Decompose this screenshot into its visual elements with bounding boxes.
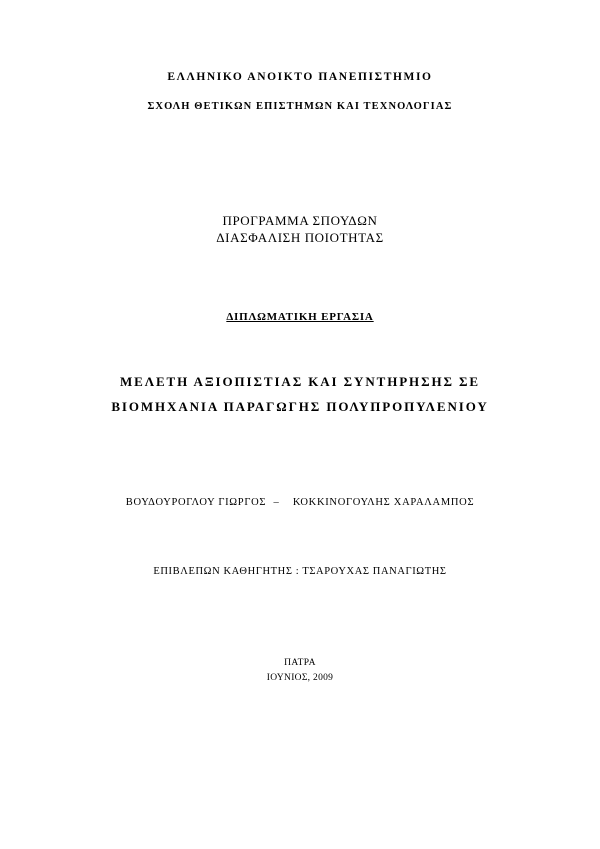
authors [0,498,600,509]
date: ΙΟΥΝΙΟΣ, 2009 [266,673,334,683]
thesis-title-line-2: ΒΙΟΜΗΧΑΝΙΑ ΠΑΡΑΓΩΓΗΣ ΠΟΛΥΠΡΟΠΥΛΕΝΙΟΥ [111,399,489,414]
document-type: ΔΙΠΛΩΜΑΤΙΚΗ ΕΡΓΑΣΙΑ [226,311,374,323]
program-name: ΔΙΑΣΦΑΛΙΣΗ ΠΟΙΟΤΗΤΑΣ [216,230,384,245]
thesis-title-line-1: ΜΕΛΕΤΗ ΑΞΙΟΠΙΣΤΙΑΣ ΚΑΙ ΣΥΝΤΗΡΗΣΗΣ ΣΕ [120,374,480,389]
author-separator: – [273,497,280,508]
author-2: ΚΟΚΚΙΝΟΓΟΥΛΗΣ ΧΑΡΑΛΑΜΠΟΣ [292,497,475,508]
program-label: ΠΡΟΓΡΑΜΜΑ ΣΠΟΥΔΩΝ [222,213,378,228]
university-name: ΕΛΛΗΝΙΚΟ ΑΝΟΙΚΤΟ ΠΑΝΕΠΙΣΤΗΜΙΟ [167,71,433,83]
school-name: ΣΧΟΛΗ ΘΕΤΙΚΩΝ ΕΠΙΣΤΗΜΩΝ ΚΑΙ ΤΕΧΝΟΛΟΓΙΑΣ [147,101,453,112]
author-1: ΒΟΥΔΟΥΡΟΓΛΟΥ ΓΙΩΡΓΟΣ [125,497,267,508]
city: ΠΑΤΡΑ [284,658,316,668]
supervisor: ΕΠΙΒΛΕΠΩΝ ΚΑΘΗΓΗΤΗΣ : ΤΣΑΡΟΥΧΑΣ ΠΑΝΑΓΙΩΤΗΣ [153,566,447,577]
